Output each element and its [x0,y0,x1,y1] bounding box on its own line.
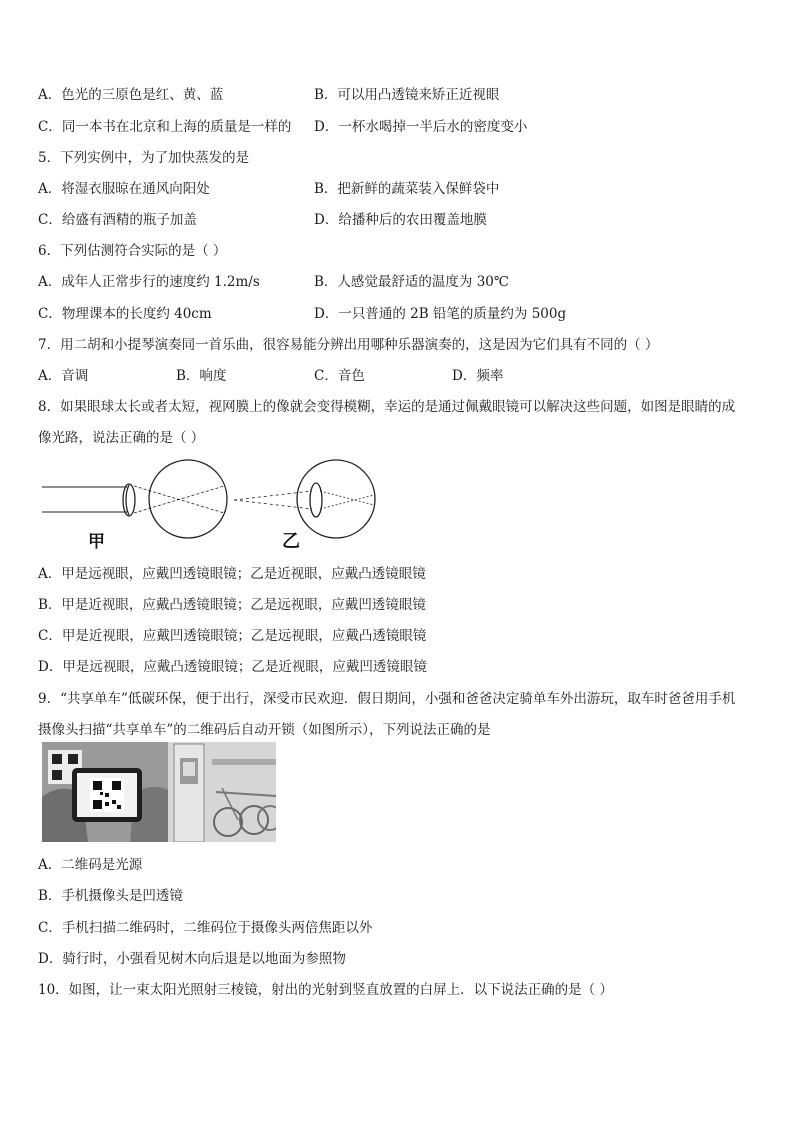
q7-option-c: C．音色 [314,368,365,384]
q6-option-a: A．成年人正常步行的速度约 1.2m/s [38,274,260,290]
q5-option-d: D．给播种后的农田覆盖地膜 [314,212,487,228]
q9-option-a: A．二维码是光源 [38,857,143,873]
q8-option-a: A．甲是远视眼，应戴凹透镜眼镜；乙是近视眼，应戴凸透镜眼镜 [38,566,426,582]
q8-stem-line2: 像光路，说法正确的是（ ） [38,430,205,446]
q5-option-b: B．把新鲜的蔬菜装入保鲜袋中 [314,181,500,197]
shared-bike-photo [42,742,276,842]
q7-option-d: D．频率 [452,368,504,384]
q4-option-c: C．同一本书在北京和上海的质量是一样的 [38,119,292,135]
q7-options [38,364,758,384]
q8-option-c: C．甲是近视眼，应戴凹透镜眼镜；乙是远视眼，应戴凸透镜眼镜 [38,628,427,644]
q8-option-d: D．甲是远视眼，应戴凸透镜眼镜；乙是近视眼，应戴凹透镜眼镜 [38,659,427,675]
q9-option-c: C．手机扫描二维码时，二维码位于摄像头两倍焦距以外 [38,920,373,936]
q6-stem: 6．下列估测符合实际的是（ ） [38,243,227,259]
q8-stem-line1: 8．如果眼球太长或者太短，视网膜上的像就会变得模糊，幸运的是通过佩戴眼镜可以解决这些问题，如图是眼睛的成 [38,399,736,415]
q4-option-b: B．可以用凸透镜来矫正近视眼 [314,87,500,103]
label-yi: 乙 [282,531,300,552]
q4-option-a: A．色光的三原色是红、黄、蓝 [38,87,224,103]
q10-stem: 10．如图，让一束太阳光照射三棱镜，射出的光射到竖直放置的白屏上．以下说法正确的是（ ） [38,982,613,998]
q9-option-b: B．手机摄像头是凹透镜 [38,888,183,904]
q7-stem: 7．用二胡和小提琴演奏同一首乐曲，很容易能分辨出用哪种乐器演奏的，这是因为它们具有不同的（ ） [38,337,659,353]
q6-option-d: D．一只普通的 2B 铅笔的质量约为 500g [314,306,567,322]
eye-diagram [38,455,398,555]
q9-stem-line2: 摄像头扫描“共享单车”的二维码后自动开锁（如图所示），下列说法正确的是 [38,722,491,738]
q8-option-b: B．甲是近视眼，应戴凸透镜眼镜；乙是远视眼，应戴凹透镜眼镜 [38,597,426,613]
q6-option-c: C．物理课本的长度约 40cm [38,306,212,322]
q7-option-b: B．响度 [176,368,227,384]
label-jia: 甲 [88,532,105,552]
q5-stem: 5．下列实例中，为了加快蒸发的是 [38,150,250,166]
q6-option-b: B．人感觉最舒适的温度为 30℃ [314,274,509,290]
q5-option-c: C．给盛有酒精的瓶子加盖 [38,212,197,228]
q7-option-a: A．音调 [38,368,89,384]
q9-option-d: D．骑行时，小强看见树木向后退是以地面为参照物 [38,951,346,967]
eye-jia-figure [42,460,227,538]
eye-yi-figure [234,460,375,538]
q4-option-d: D．一杯水喝掉一半后水的密度变小 [314,119,528,135]
q9-stem-line1: 9．“共享单车”低碳环保，便于出行，深受市民欢迎．假日期间，小强和爸爸决定骑单车外出游玩，取车时爸爸用手机 [38,691,736,707]
q5-option-a: A．将湿衣服晾在通风向阳处 [38,181,210,197]
